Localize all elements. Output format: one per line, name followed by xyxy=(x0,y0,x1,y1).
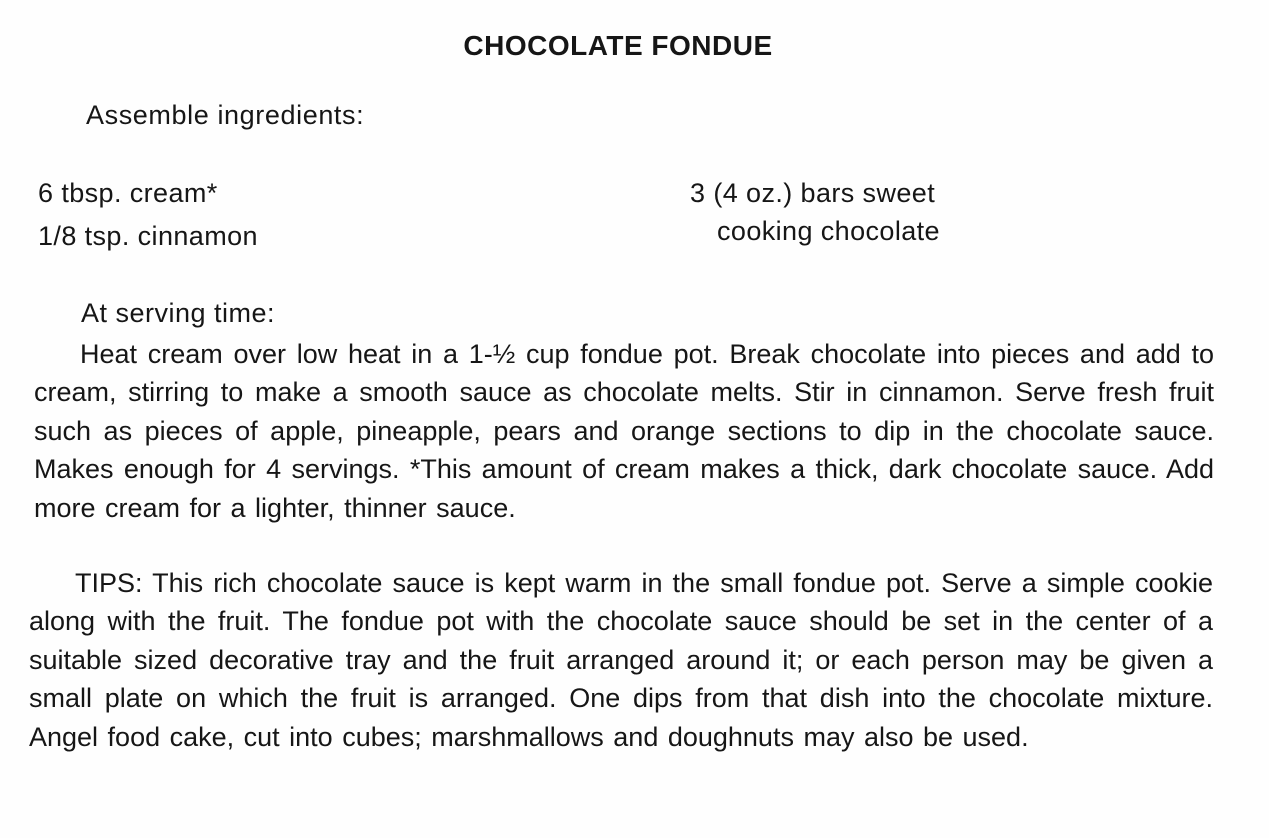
ingredient-chocolate-line-1: 3 (4 oz.) bars sweet xyxy=(690,178,936,208)
ingredient-cream: 6 tbsp. cream* xyxy=(38,178,218,208)
instructions-paragraph: Heat cream over low heat in a 1-½ cup fondue pot. Break chocolate into pieces and add to cream, stirring to make a smooth sauce as chocolate melts. Stir in cinnamon. Serve fresh fruit such as pieces of apple, pineapple, pears and orange sections to dip in the chocolate sauce. Makes enough for 4 servings. *This amount of cream makes a thick, dark chocolate sauce. Add more cream for a lighter, thinner sauce. xyxy=(34,339,1214,523)
ingredient-cinnamon: 1/8 tsp. cinnamon xyxy=(38,221,258,251)
recipe-title: CHOCOLATE FONDUE xyxy=(463,30,773,61)
tips-paragraph: TIPS: This rich chocolate sauce is kept warm in the small fondue pot. Serve a simple cookie along with the fruit. The fondue pot with the chocolate sauce should be set in the center of a suitable sized decorative tray and the fruit arranged around it; or each person may be given a small plate on which the fruit is arranged. One dips from that dish into the chocolate mixture. Angel food cake, cut into cubes; marshmallows and doughnuts may also be used. xyxy=(29,568,1213,752)
assemble-heading: Assemble ingredients: xyxy=(86,100,365,130)
ingredient-chocolate-line-2: cooking chocolate xyxy=(717,216,940,246)
serving-heading: At serving time: xyxy=(81,298,276,328)
